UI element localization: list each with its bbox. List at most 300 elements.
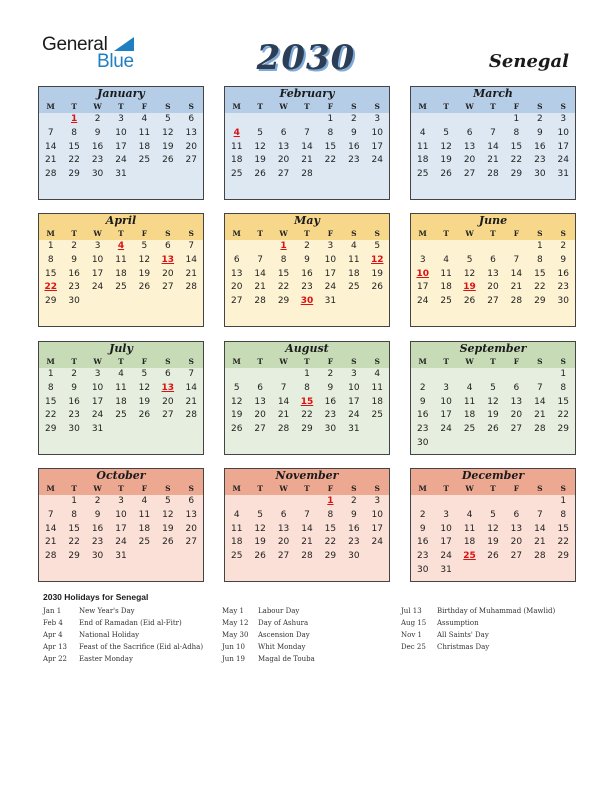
month-december [410, 468, 576, 582]
day-cell: 25 [115, 282, 127, 293]
day-cell: 26 [440, 169, 452, 180]
day-cell: 10 [557, 127, 569, 138]
weekday-header: T [443, 229, 449, 238]
holiday-date: Jun 19 [222, 655, 245, 663]
empty-day-cell [225, 240, 248, 254]
holiday-date: Nov 1 [401, 631, 422, 639]
day-cell: 6 [280, 509, 287, 520]
weekday-header: S [351, 484, 357, 493]
weekday-header: T [71, 102, 77, 111]
holiday-item [222, 629, 315, 641]
month-name: April [105, 214, 137, 227]
day-cell: 17 [115, 523, 127, 534]
empty-day-cell [434, 495, 457, 509]
weekday-header: T [118, 102, 124, 111]
weekday-header: F [513, 102, 520, 111]
day-cell: 27 [162, 282, 174, 293]
empty-day-cell [434, 437, 457, 451]
day-cell: 22 [534, 282, 546, 293]
day-cell: 25 [440, 296, 452, 307]
day-cell: 6 [466, 127, 473, 138]
day-cell: 11 [440, 268, 452, 279]
month-april [38, 213, 204, 327]
day-cell: 18 [230, 537, 243, 548]
holiday-date: Apr 13 [43, 643, 68, 651]
weekday-header: S [537, 357, 543, 366]
holiday-day-cell: 19 [463, 282, 476, 293]
day-cell: 11 [138, 509, 151, 520]
day-cell: 10 [440, 396, 452, 407]
weekday-header: W [465, 484, 474, 493]
day-cell: 28 [301, 169, 313, 180]
day-cell: 21 [277, 410, 290, 421]
day-cell: 6 [233, 254, 240, 265]
day-cell: 12 [440, 141, 452, 152]
weekday-header: M [418, 357, 427, 366]
day-cell: 31 [324, 296, 337, 307]
holiday-name: Day of Ashura [258, 619, 309, 627]
day-cell: 1 [513, 114, 520, 124]
empty-day-cell [481, 564, 504, 578]
day-cell: 12 [162, 509, 174, 520]
day-cell: 30 [416, 564, 429, 575]
weekday-header: F [327, 102, 334, 111]
weekday-header: T [490, 102, 496, 111]
weekday-header: W [93, 357, 102, 366]
empty-day-cell [505, 240, 528, 254]
empty-day-cell [481, 437, 504, 451]
day-cell: 8 [513, 127, 520, 138]
empty-day-cell [248, 113, 271, 127]
weekday-header: F [513, 357, 520, 366]
day-cell: 15 [557, 523, 569, 534]
weekday-header: F [513, 484, 520, 493]
day-cell: 8 [560, 382, 567, 393]
weekday-header: T [71, 229, 77, 238]
empty-day-cell [366, 550, 389, 564]
day-cell: 5 [257, 127, 263, 138]
day-cell: 1 [536, 241, 543, 251]
holiday-item [43, 629, 203, 641]
day-cell: 28 [534, 424, 546, 435]
empty-day-cell [552, 564, 575, 578]
day-cell: 4 [443, 254, 449, 265]
day-cell: 22 [68, 537, 80, 548]
day-cell: 21 [254, 282, 266, 293]
day-cell: 5 [443, 127, 449, 138]
day-cell: 9 [350, 127, 357, 138]
day-cell: 11 [463, 523, 476, 534]
day-cell: 6 [188, 114, 195, 124]
day-cell: 20 [277, 155, 290, 166]
day-cell: 16 [348, 523, 360, 534]
weekday-header: S [351, 357, 357, 366]
weekday-header: F [513, 229, 520, 238]
day-cell: 26 [162, 155, 174, 166]
day-cell: 24 [371, 537, 383, 548]
day-cell: 23 [68, 410, 80, 421]
day-cell: 25 [138, 537, 151, 548]
day-cell: 18 [138, 141, 151, 152]
day-cell: 21 [534, 410, 546, 421]
day-cell: 2 [419, 509, 426, 520]
day-cell: 31 [115, 169, 127, 180]
day-cell: 27 [185, 537, 197, 548]
holiday-name: Easter Monday [79, 655, 133, 663]
day-cell: 29 [68, 169, 80, 180]
day-cell: 26 [230, 424, 243, 435]
holiday-day-cell: 22 [44, 282, 57, 293]
holidays-title: 2030 Holidays for Senegal [43, 592, 149, 602]
holiday-date: Apr 4 [43, 631, 63, 639]
day-cell: 22 [557, 537, 569, 548]
day-cell: 23 [91, 155, 104, 166]
day-cell: 31 [440, 564, 452, 575]
day-cell: 10 [440, 523, 452, 534]
weekday-header: M [46, 102, 55, 111]
day-cell: 25 [230, 551, 243, 562]
day-cell: 13 [230, 268, 243, 279]
day-cell: 7 [536, 509, 543, 520]
month-february [224, 86, 390, 200]
day-cell: 9 [94, 127, 101, 138]
day-cell: 20 [487, 282, 499, 293]
day-cell: 17 [91, 268, 104, 279]
day-cell: 24 [91, 282, 104, 293]
weekday-header: M [418, 484, 427, 493]
holiday-name: All Saints' Day [437, 631, 489, 639]
day-cell: 22 [44, 410, 57, 421]
day-cell: 31 [557, 169, 569, 180]
empty-day-cell [272, 113, 295, 127]
day-cell: 28 [277, 424, 290, 435]
day-cell: 29 [68, 551, 80, 562]
weekday-header: S [188, 357, 194, 366]
empty-day-cell [411, 368, 434, 382]
day-cell: 23 [68, 282, 80, 293]
empty-day-cell [342, 168, 365, 182]
day-cell: 16 [68, 268, 80, 279]
weekday-header: M [232, 229, 241, 238]
day-cell: 4 [141, 114, 148, 124]
day-cell: 20 [277, 537, 290, 548]
day-cell: 22 [324, 155, 337, 166]
holiday-day-cell: 4 [117, 241, 125, 251]
empty-day-cell [133, 550, 156, 564]
holiday-name: Ascension Day [258, 631, 310, 639]
day-cell: 16 [68, 396, 80, 407]
day-cell: 17 [440, 537, 452, 548]
weekday-header: W [93, 484, 102, 493]
weekday-header: M [232, 357, 241, 366]
day-cell: 28 [487, 169, 499, 180]
day-cell: 19 [487, 410, 499, 421]
day-cell: 20 [463, 155, 476, 166]
empty-day-cell [39, 113, 62, 127]
day-cell: 27 [185, 155, 197, 166]
day-cell: 23 [416, 551, 429, 562]
day-cell: 27 [510, 424, 523, 435]
day-cell: 30 [68, 296, 80, 307]
day-cell: 18 [440, 282, 452, 293]
weekday-header: W [279, 102, 288, 111]
day-cell: 30 [348, 551, 360, 562]
day-cell: 15 [44, 268, 57, 279]
holiday-date: Aug 15 [401, 619, 427, 627]
day-cell: 2 [94, 496, 101, 506]
day-cell: 15 [277, 268, 290, 279]
holiday-item [222, 605, 315, 617]
day-cell: 18 [463, 537, 476, 548]
day-cell: 28 [44, 551, 57, 562]
day-cell: 21 [510, 282, 523, 293]
weekday-header: T [118, 229, 124, 238]
day-cell: 17 [557, 141, 569, 152]
weekday-header: S [560, 102, 566, 111]
empty-day-cell [133, 295, 156, 309]
day-cell: 22 [277, 282, 290, 293]
month-october [38, 468, 204, 582]
day-cell: 21 [487, 155, 499, 166]
day-cell: 19 [138, 396, 151, 407]
day-cell: 5 [164, 114, 171, 124]
weekday-header: M [46, 484, 55, 493]
day-cell: 13 [277, 141, 290, 152]
day-cell: 22 [510, 155, 523, 166]
day-cell: 17 [440, 410, 452, 421]
empty-day-cell [109, 295, 132, 309]
month-august [224, 341, 390, 455]
day-cell: 12 [463, 268, 476, 279]
month-name: January [97, 87, 145, 100]
empty-day-cell [272, 495, 295, 509]
day-cell: 27 [277, 551, 290, 562]
holiday-day-cell: 4 [233, 127, 240, 138]
weekday-header: T [443, 357, 449, 366]
empty-day-cell [458, 240, 481, 254]
day-cell: 14 [277, 396, 290, 407]
day-cell: 19 [230, 410, 243, 421]
day-cell: 9 [94, 509, 101, 520]
day-cell: 3 [443, 382, 449, 393]
empty-day-cell [366, 423, 389, 437]
day-cell: 23 [416, 424, 429, 435]
holiday-item [43, 617, 203, 629]
weekday-header: S [560, 357, 566, 366]
empty-day-cell [156, 295, 179, 309]
empty-day-cell [295, 495, 318, 509]
day-cell: 30 [68, 424, 80, 435]
day-cell: 23 [534, 155, 546, 166]
day-cell: 11 [115, 254, 127, 265]
day-cell: 6 [490, 254, 496, 265]
day-cell: 15 [557, 396, 569, 407]
day-cell: 25 [138, 155, 151, 166]
day-cell: 22 [557, 410, 569, 421]
day-cell: 2 [350, 114, 357, 124]
day-cell: 4 [419, 127, 426, 138]
day-cell: 17 [416, 282, 429, 293]
day-cell: 17 [348, 396, 360, 407]
day-cell: 11 [230, 141, 243, 152]
day-cell: 7 [280, 382, 287, 393]
holiday-item [43, 605, 203, 617]
day-cell: 30 [91, 169, 104, 180]
empty-day-cell [411, 113, 434, 127]
month-name: June [478, 214, 508, 227]
empty-day-cell [180, 423, 203, 437]
day-cell: 20 [162, 396, 174, 407]
holiday-item [222, 653, 315, 665]
weekday-header: M [232, 484, 241, 493]
weekday-header: W [279, 229, 288, 238]
day-cell: 8 [327, 509, 334, 520]
weekday-header: M [418, 102, 427, 111]
day-cell: 19 [162, 523, 174, 534]
weekday-header: S [537, 229, 543, 238]
month-july [38, 341, 204, 455]
day-cell: 9 [560, 254, 567, 265]
day-cell: 9 [350, 509, 357, 520]
day-cell: 24 [440, 551, 452, 562]
holiday-item [401, 629, 555, 641]
day-cell: 24 [348, 410, 360, 421]
empty-day-cell [458, 113, 481, 127]
weekday-header: F [327, 229, 334, 238]
weekday-header: T [304, 484, 310, 493]
month-name: October [96, 469, 146, 482]
day-cell: 15 [510, 141, 523, 152]
weekday-header: T [71, 357, 77, 366]
day-cell: 10 [115, 509, 127, 520]
day-cell: 25 [230, 169, 243, 180]
day-cell: 20 [185, 141, 197, 152]
empty-day-cell [411, 240, 434, 254]
day-cell: 14 [510, 268, 523, 279]
holiday-date: May 30 [222, 631, 249, 639]
empty-day-cell [528, 368, 551, 382]
day-cell: 20 [185, 523, 197, 534]
weekday-header: S [351, 102, 357, 111]
day-cell: 10 [91, 382, 104, 393]
day-cell: 24 [371, 155, 383, 166]
day-cell: 12 [487, 396, 499, 407]
day-cell: 26 [487, 424, 499, 435]
day-cell: 26 [371, 282, 383, 293]
weekday-header: S [537, 484, 543, 493]
holiday-column [222, 605, 315, 665]
month-name: September [459, 342, 527, 355]
weekday-header: F [141, 229, 148, 238]
empty-day-cell [319, 168, 342, 182]
holiday-item [222, 617, 315, 629]
day-cell: 4 [118, 369, 124, 379]
empty-day-cell [156, 550, 179, 564]
holiday-day-cell: 30 [300, 296, 314, 307]
day-cell: 21 [185, 268, 197, 279]
day-cell: 2 [71, 241, 77, 251]
day-cell: 1 [47, 241, 54, 251]
day-cell: 15 [68, 141, 80, 152]
day-cell: 25 [371, 410, 383, 421]
holiday-date: May 1 [222, 607, 244, 615]
weekday-header: S [165, 357, 171, 366]
day-cell: 15 [324, 523, 337, 534]
weekday-header: S [188, 229, 194, 238]
day-cell: 27 [487, 296, 499, 307]
empty-day-cell [248, 368, 271, 382]
weekday-header: T [443, 102, 449, 111]
day-cell: 27 [463, 169, 476, 180]
day-cell: 28 [301, 551, 313, 562]
day-cell: 7 [188, 241, 195, 251]
empty-day-cell [366, 168, 389, 182]
day-cell: 3 [419, 254, 426, 265]
holiday-name: Christmas Day [437, 643, 490, 651]
day-cell: 27 [510, 551, 523, 562]
day-cell: 13 [185, 509, 197, 520]
weekday-header: S [374, 229, 380, 238]
day-cell: 12 [162, 127, 174, 138]
day-cell: 5 [490, 509, 496, 520]
day-cell: 10 [324, 254, 337, 265]
empty-day-cell [505, 368, 528, 382]
day-cell: 12 [487, 523, 499, 534]
day-cell: 1 [327, 114, 334, 124]
weekday-header: T [304, 102, 310, 111]
holiday-item [401, 605, 555, 617]
holiday-date: Dec 25 [401, 643, 426, 651]
empty-day-cell [481, 113, 504, 127]
day-cell: 28 [254, 296, 266, 307]
empty-day-cell [39, 495, 62, 509]
weekday-header: T [257, 229, 263, 238]
holiday-date: Jul 13 [401, 607, 422, 615]
weekday-header: S [560, 484, 566, 493]
empty-day-cell [248, 240, 271, 254]
day-cell: 13 [277, 523, 290, 534]
day-cell: 14 [254, 268, 266, 279]
day-cell: 3 [443, 509, 449, 520]
day-cell: 21 [301, 155, 313, 166]
empty-day-cell [180, 295, 203, 309]
day-cell: 3 [118, 496, 124, 506]
day-cell: 5 [257, 509, 263, 520]
day-cell: 23 [348, 537, 360, 548]
day-cell: 29 [324, 551, 337, 562]
day-cell: 21 [185, 396, 197, 407]
day-cell: 3 [327, 241, 334, 251]
day-cell: 9 [71, 382, 77, 393]
empty-day-cell [156, 423, 179, 437]
day-cell: 15 [324, 141, 337, 152]
holiday-item [222, 641, 315, 653]
day-cell: 3 [560, 114, 567, 124]
day-cell: 16 [324, 396, 337, 407]
weekday-header: S [165, 102, 171, 111]
empty-day-cell [225, 368, 248, 382]
holiday-name: Whit Monday [258, 643, 306, 651]
month-november [224, 468, 390, 582]
day-cell: 15 [534, 268, 546, 279]
month-september [410, 341, 576, 455]
empty-day-cell [411, 495, 434, 509]
day-cell: 7 [304, 127, 310, 138]
holiday-day-cell: 13 [161, 382, 175, 393]
day-cell: 14 [44, 523, 57, 534]
day-cell: 8 [71, 509, 77, 520]
day-cell: 7 [304, 509, 310, 520]
